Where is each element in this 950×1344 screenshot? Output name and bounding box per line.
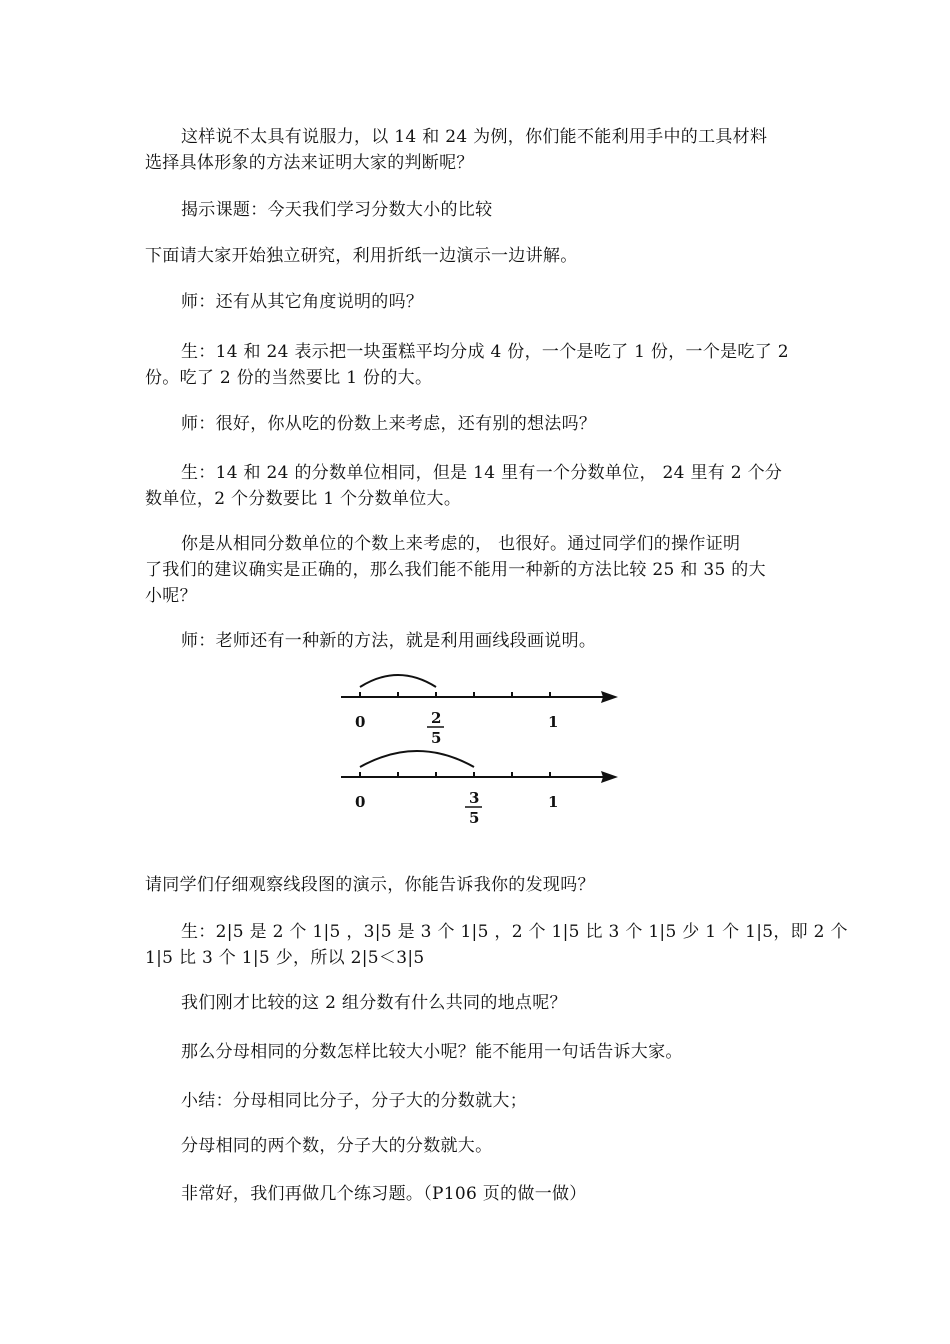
text-line: 生：2|5 是 2 个 1|5 ，3|5 是 3 个 1|5 ，2 个 1|5 比 3 个 1|5 少 1 个 1|5，即 2 个: [181, 922, 848, 942]
text-line: 1|5 比 3 个 1|5 少，所以 2|5＜3|5: [145, 948, 425, 968]
paragraph-2: 揭示课题：今天我们学习分数大小的比较: [181, 200, 493, 220]
paragraph-9: 师：老师还有一种新的方法，就是利用画线段画说明。: [181, 631, 597, 651]
text-line: 小呢？: [145, 586, 197, 606]
arrow-head: [601, 771, 618, 783]
paragraph-10: 请同学们仔细观察线段图的演示，你能告诉我你的发现吗？: [145, 875, 595, 895]
paragraph-16: 非常好，我们再做几个练习题。（P106 页的做一做）: [181, 1184, 587, 1204]
fraction-denominator: 5: [431, 729, 442, 747]
text-line: 了我们的建议确实是正确的，那么我们能不能用一种新的方法比较 25 和 35 的大: [145, 560, 766, 580]
paragraph-5: [145, 339, 810, 391]
arrow-head: [601, 691, 618, 703]
one-label: 1: [548, 793, 559, 811]
text-line: 选择具体形象的方法来证明大家的判断呢？: [145, 153, 474, 173]
number-line-1: [341, 675, 618, 747]
text-line: 生：14 和 24 的分数单位相同，但是 14 里有一个分数单位， 24 里有 2 个分: [181, 463, 783, 483]
number-line-diagram: [338, 665, 623, 825]
paragraph-3: 下面请大家开始独立研究，利用折纸一边演示一边讲解。: [145, 246, 578, 266]
fraction-numerator: 3: [469, 789, 480, 807]
paragraph-4: 师：还有从其它角度说明的吗？: [181, 292, 424, 312]
paragraph-1: [145, 124, 810, 176]
paragraph-7: [145, 460, 810, 512]
one-label: 1: [548, 713, 559, 731]
zero-label: 0: [355, 713, 366, 731]
paragraph-8: [145, 531, 810, 609]
paragraph-6: 师：很好，你从吃的份数上来考虑，还有别的想法吗？: [181, 414, 597, 434]
paragraph-13: 那么分母相同的分数怎样比较大小呢？能不能用一句话告诉大家。: [181, 1042, 683, 1062]
paragraph-15: 分母相同的两个数，分子大的分数就大。: [181, 1136, 493, 1156]
segment-arc: [360, 675, 436, 687]
paragraph-11: [145, 919, 848, 971]
text-line: 你是从相同分数单位的个数上来考虑的， 也很好。通过同学们的操作证明: [181, 534, 741, 554]
paragraph-14: 小结：分母相同比分子，分子大的分数就大；: [181, 1091, 527, 1111]
paragraph-12: 我们刚才比较的这 2 组分数有什么共同的地点呢？: [181, 993, 567, 1013]
text-line: 这样说不太具有说服力，以 14 和 24 为例，你们能不能利用手中的工具材料: [181, 127, 768, 147]
fraction-denominator: 5: [469, 809, 480, 825]
text-line: 生：14 和 24 表示把一块蛋糕平均分成 4 份，一个是吃了 1 份，一个是吃了 2: [181, 342, 789, 362]
fraction-numerator: 2: [431, 709, 442, 727]
number-line-figure: [338, 665, 623, 825]
text-line: 份。吃了 2 份的当然要比 1 份的大。: [145, 368, 433, 388]
text-line: 数单位，2 个分数要比 1 个分数单位大。: [145, 489, 462, 509]
zero-label: 0: [355, 793, 366, 811]
segment-arc: [360, 751, 474, 767]
number-line-2: [341, 751, 618, 825]
